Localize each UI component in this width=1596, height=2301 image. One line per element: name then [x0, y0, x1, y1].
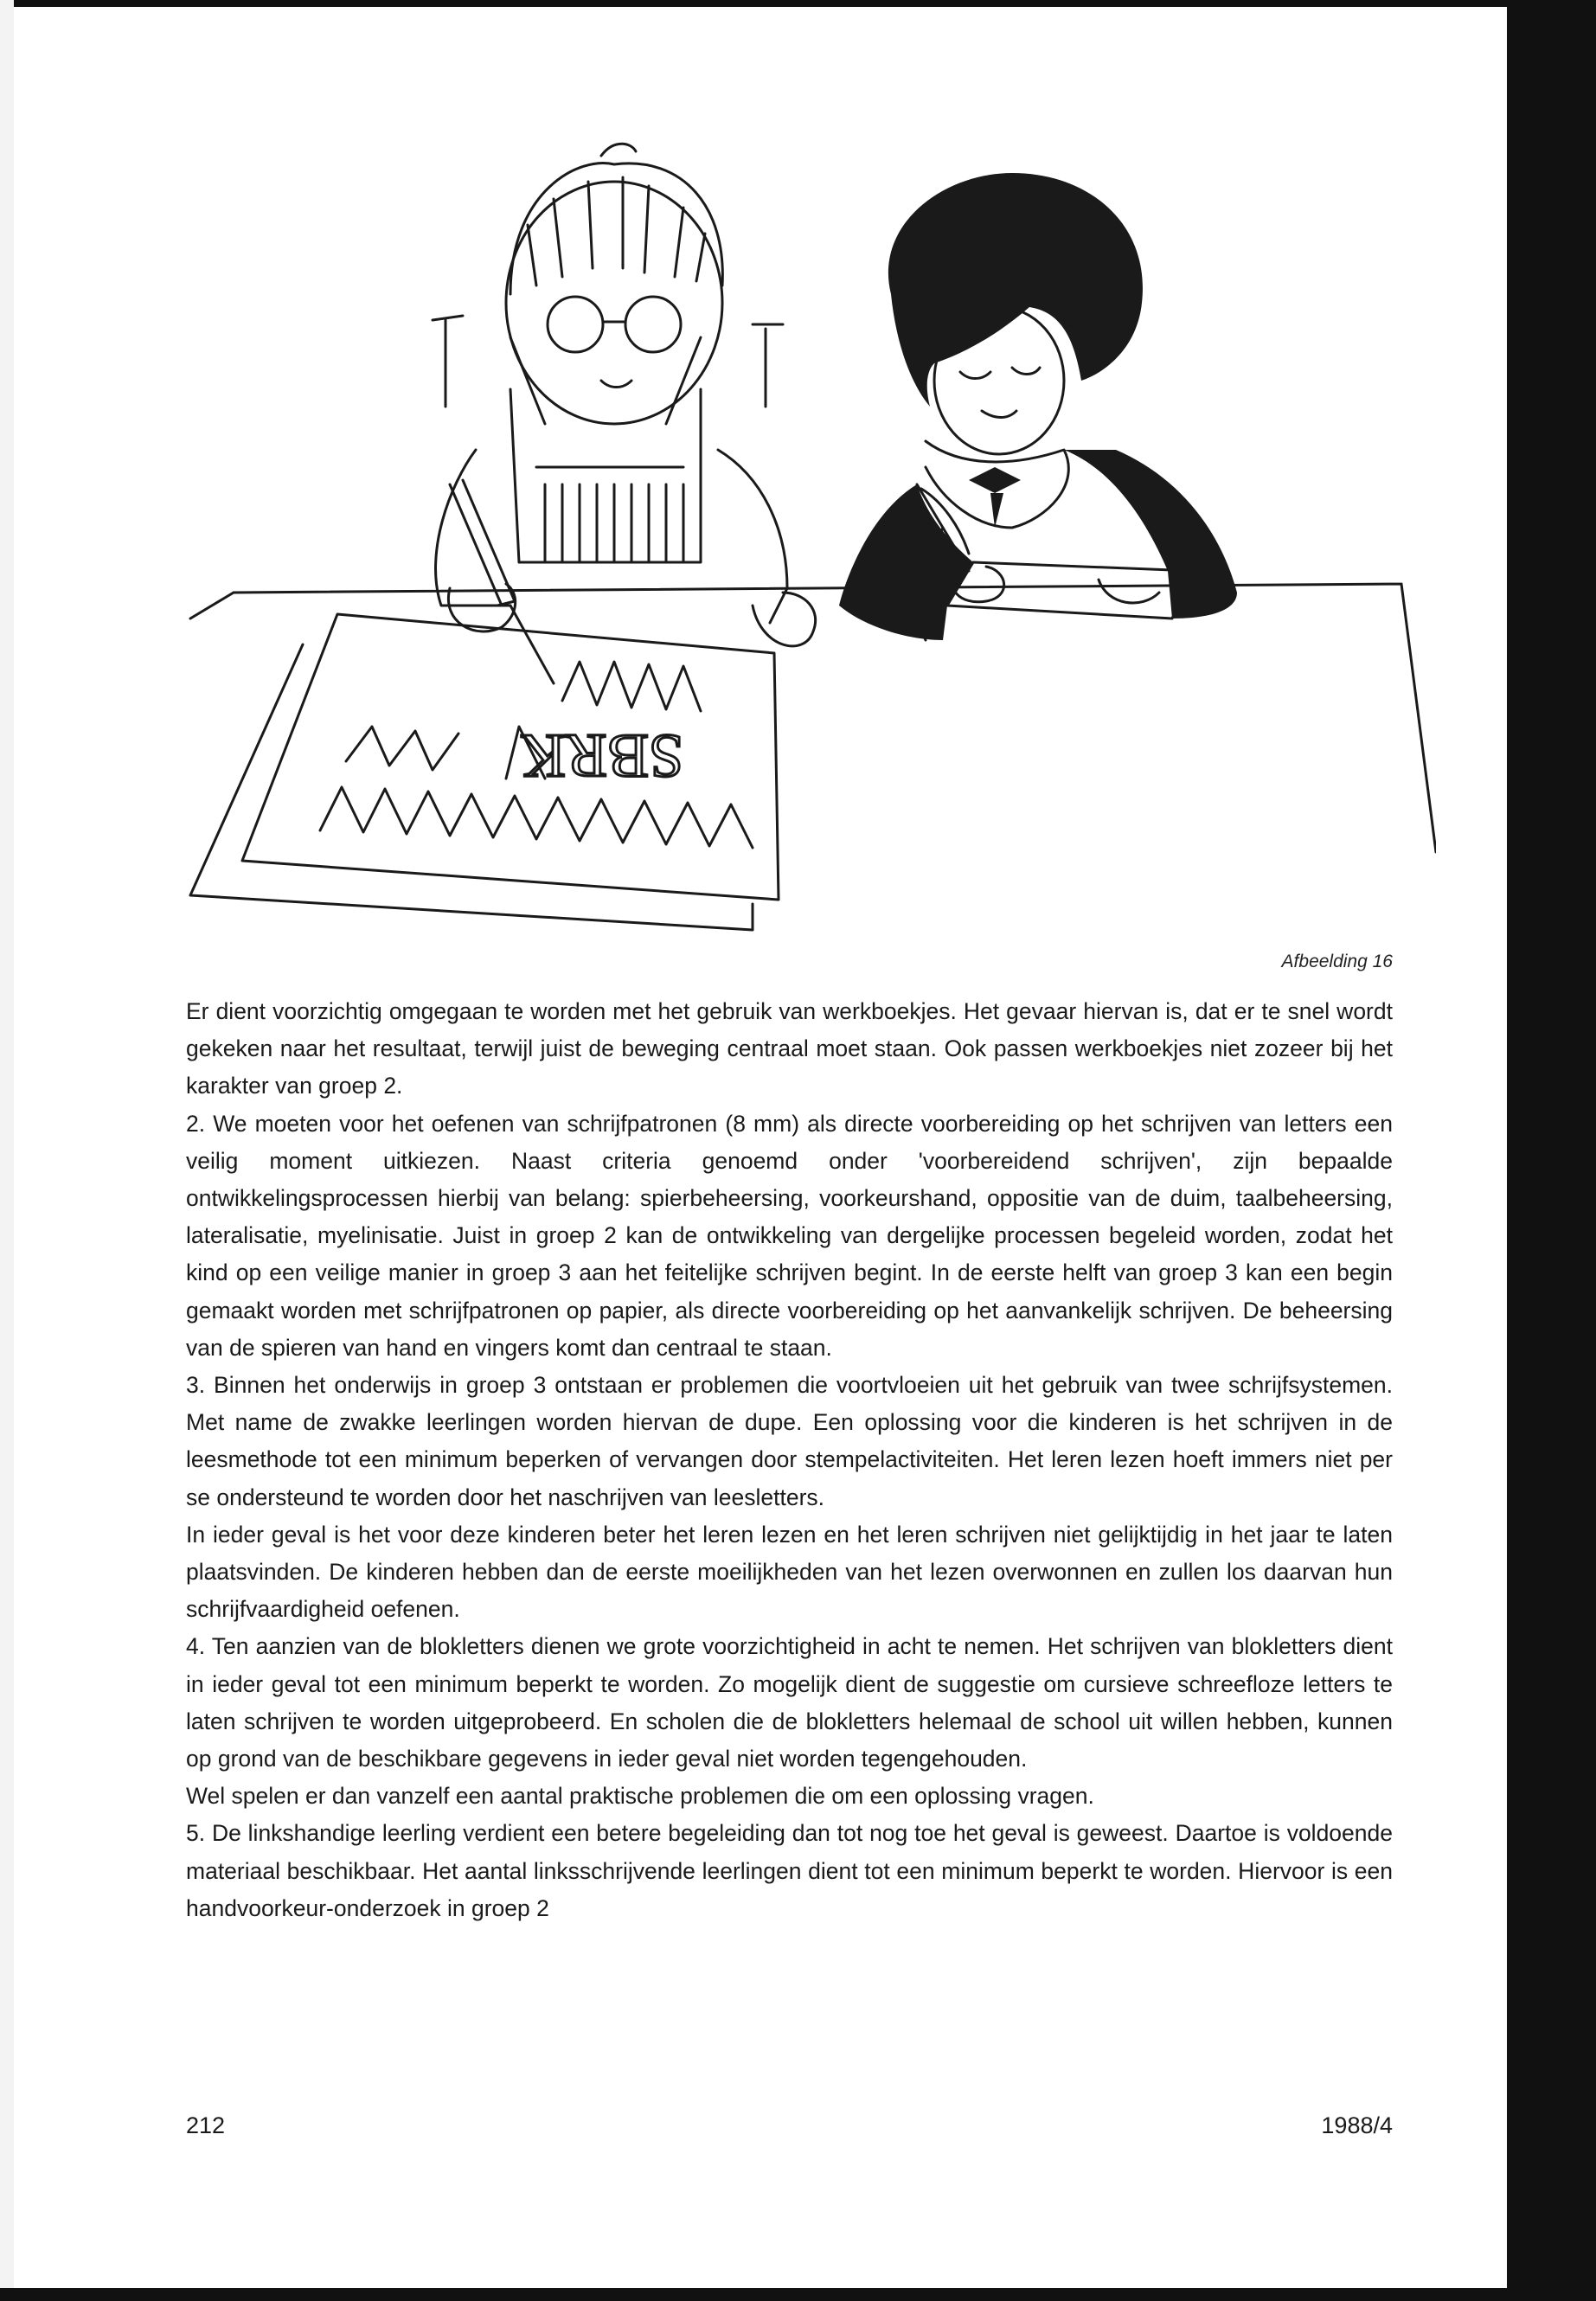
boy-glasses-left	[548, 297, 603, 352]
paragraph: Wel spelen er dan vanzelf een aantal praktische problemen die om een oplossing vragen.	[186, 1783, 1094, 1810]
article-body	[186, 993, 1393, 1927]
girl-paper	[947, 562, 1194, 619]
scan-edge-bottom	[0, 2288, 1507, 2301]
paragraph: 4. Ten aanzien van de blokletters dienen we grote voorzichtigheid in acht te nemen. Het schrijven van blokletters dient in ieder geval tot een minimum beperkt te worden. Zo mogelijk dient de suggestie om cursieve schreefloze letters te laten schrijven te worden uitgeprobeerd. En scholen die de blokletters helemaal de school uit willen hebben, kunnen op grond van de beschikbare gegevens in ieder geval niet worden tegengehouden.	[186, 1633, 1393, 1772]
girl-eyes	[960, 368, 1040, 379]
illustration-children-writing	[164, 121, 1436, 977]
zigzag-top	[562, 662, 701, 711]
boy-glasses-right	[625, 297, 681, 352]
boy-body	[436, 450, 787, 623]
paragraph: 5. De linkshandige leerling verdient een betere begeleiding dan tot nog toe het geval is geweest. Daartoe is voldoende materiaal beschikbaar. Het aantal linksschrijvende leerlingen dient tot een minimum beperkt te worden. Hiervoor is een handvoorkeur-onderzoek in groep 2	[186, 1820, 1393, 1921]
scan-edge-top	[0, 0, 1596, 7]
table-outline	[190, 584, 1436, 852]
scan-edge-left	[0, 0, 14, 2301]
paragraph: 3. Binnen het onderwijs in groep 3 ontstaan er problemen die voortvloeien uit het gebruik van twee schrijfsystemen. Met name de zwakke leerlingen worden hiervan de dupe. Een oplossing voor die kinderen is het schrijven in de leesmethode tot een minimum beperken of vervangen door stempelactiviteiten. Het leren lezen hoeft immers niet per se ondersteund te worden door het naschrijven van leesletters.	[186, 1372, 1393, 1510]
page-number: 212	[186, 2112, 226, 2138]
paragraph: In ieder geval is het voor deze kinderen beter het leren lezen en het leren schrijven niet gelijktijdig in het jaar te laten plaatsvinden. De kinderen hebben dan de eerste moeilijkheden van het lezen overwonnen en zullen los daarvan hun schrijfvaardigheid oefenen.	[186, 1521, 1393, 1623]
boy-mouth	[601, 381, 631, 388]
boy-right-hand	[753, 593, 816, 646]
paper-scribble-text: SBRK	[520, 721, 683, 791]
girl-smile	[982, 411, 1016, 418]
boy-overalls	[510, 389, 701, 562]
girl-right-hand	[1099, 580, 1159, 603]
boy-straps	[510, 337, 701, 424]
paragraph: Er dient voorzichtig omgegaan te worden met het gebruik van werkboekjes. Het gevaar hiervan is, dat er te snel wordt gekeken naar het resultaat, terwijl juist de beweging centraal moet staan. Ook passen werkboekjes niet zozeer bij het karakter van groep 2.	[186, 998, 1393, 1099]
boy-chair-back	[433, 316, 783, 407]
zigzag-bottom	[320, 787, 753, 848]
figure-caption: Afbeelding 16	[1281, 952, 1393, 971]
paragraph: 2. We moeten voor het oefenen van schrijfpatronen (8 mm) als directe voorbereiding op het schrijven van letters een veilig moment uitkiezen. Naast criteria genoemd onder 'voorbereidend schrijven', zijn bepaalde ontwikkelingsprocessen hierbij van belang: spierbeheersing, voorkeurshand, oppositie van de duim, taalbeheersing, lateralisatie, myelinisatie. Juist in groep 2 kan de ontwikkeling van dergelijke processen begeleid worden, zodat het kind op een veilige manier in groep 3 aan het feitelijke schrijven begint. In de eerste helft van groep 3 kan een begin gemaakt worden met schrijfpatronen op papier, als directe voorbereiding op het aanvankelijk schrijven. De beheersing van de spieren van hand en vingers komt dan centraal te staan.	[186, 1110, 1393, 1361]
boy-pen	[450, 480, 515, 606]
zigzag-mid	[346, 727, 545, 779]
scan-edge-right	[1507, 0, 1596, 2301]
issue-number: 1988/4	[1321, 2112, 1393, 2138]
boy-pen-line	[510, 606, 554, 683]
